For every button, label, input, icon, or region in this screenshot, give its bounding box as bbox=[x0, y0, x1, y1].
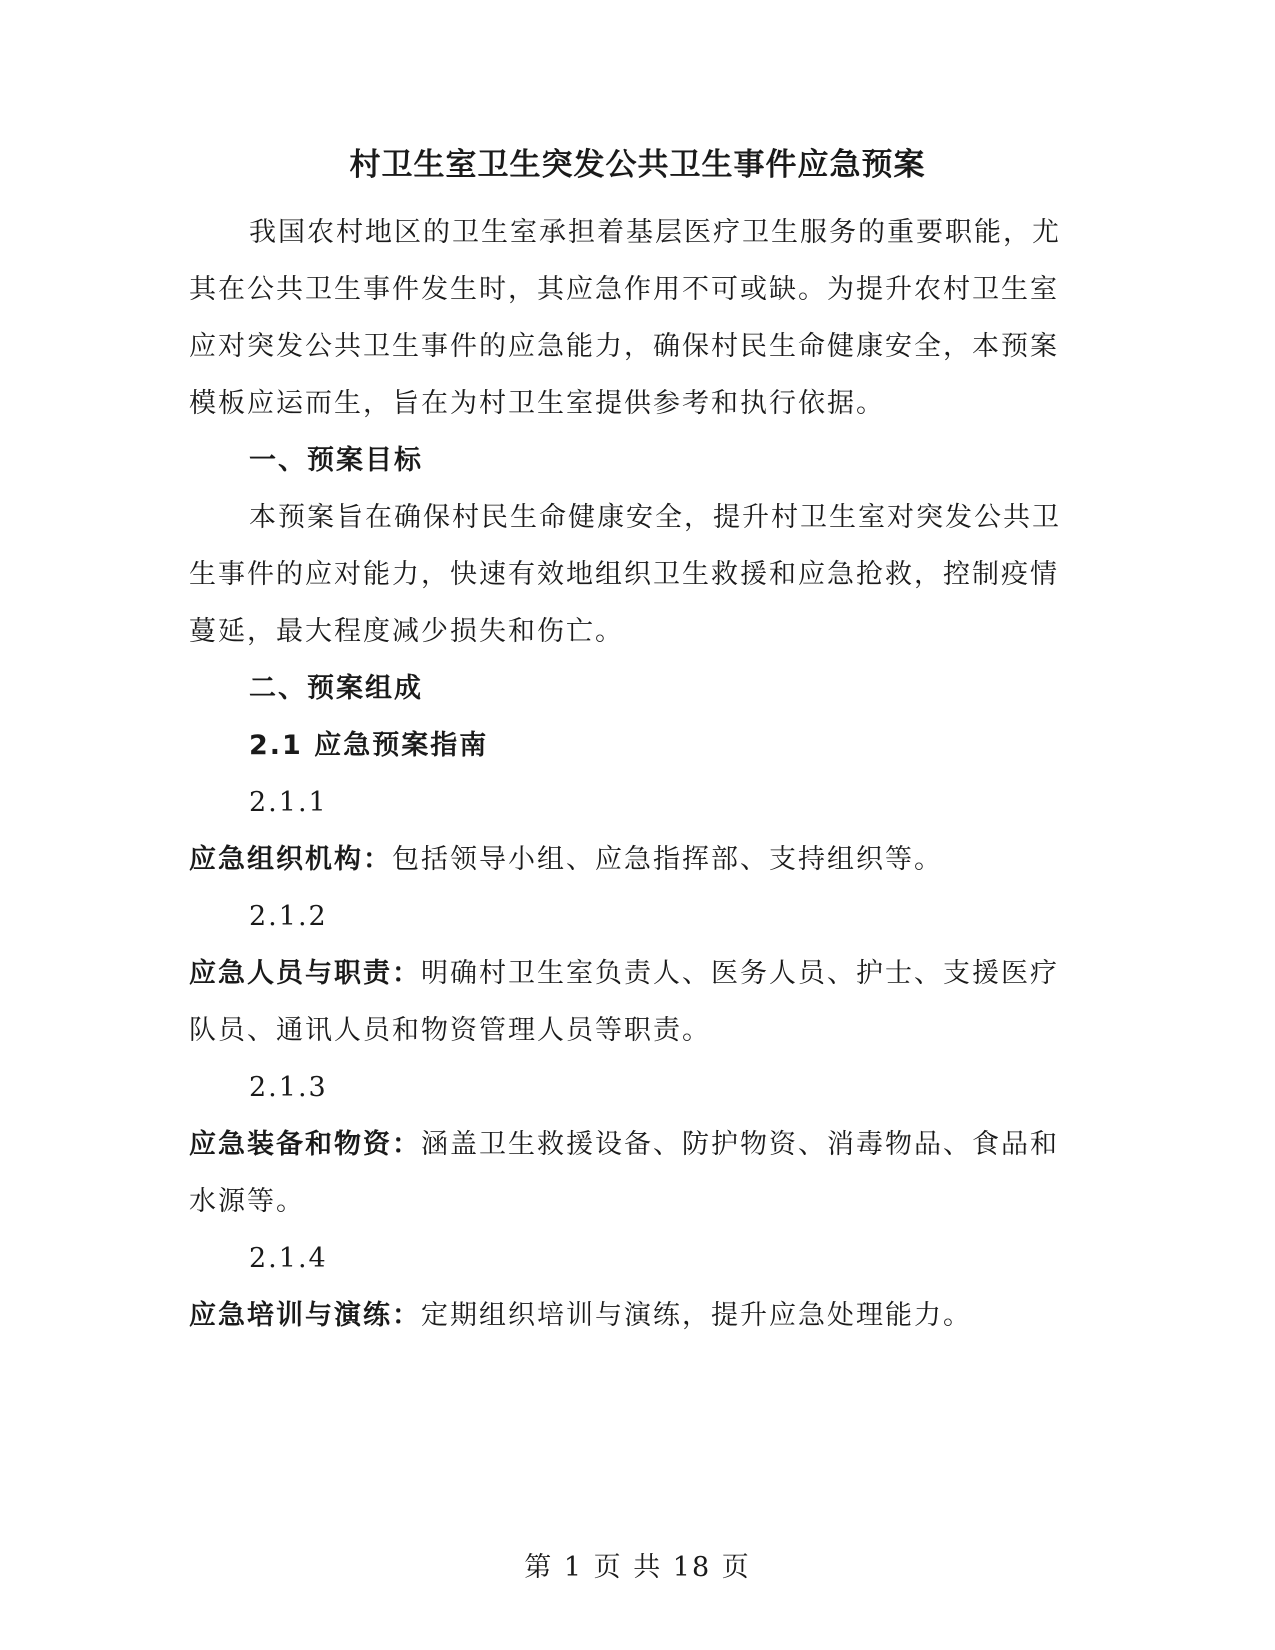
item-label: 应急人员与职责： bbox=[189, 958, 421, 989]
item-number: 2.1.1 bbox=[249, 787, 328, 818]
section-1-paragraph: 本预案旨在确保村民生命健康安全，提升村卫生室对突发公共卫生事件的应对能力，快速有效地组织卫生救援和应急抢救，控制疫情蔓延，最大程度减少损失和伤亡。 bbox=[189, 502, 1061, 647]
item-number: 2.1.3 bbox=[249, 1072, 328, 1103]
item-number: 2.1.4 bbox=[249, 1243, 328, 1274]
item-text: 定期组织培训与演练，提升应急处理能力。 bbox=[421, 1300, 972, 1331]
item-description bbox=[189, 1287, 1061, 1344]
item-description bbox=[189, 945, 1061, 1059]
section-2-heading: 二、预案组成 bbox=[249, 673, 423, 704]
section-2-1-heading: 2.1 应急预案指南 bbox=[249, 730, 489, 761]
item-label: 应急组织机构： bbox=[189, 844, 392, 875]
section-1-heading: 一、预案目标 bbox=[249, 445, 423, 476]
item-text: 明确村卫生室负责人、医务人员、护士、支援医疗队员、通讯人员和物资管理人员等职责。 bbox=[189, 958, 1059, 1046]
page-footer: 第 1 页 共 18 页 bbox=[524, 1552, 751, 1583]
intro-paragraph: 我国农村地区的卫生室承担着基层医疗卫生服务的重要职能，尤其在公共卫生事件发生时，其应急作用不可或缺。为提升农村卫生室应对突发公共卫生事件的应急能力，确保村民生命健康安全，本预案模板应运而生，旨在为村卫生室提供参考和执行依据。 bbox=[189, 217, 1061, 419]
item-description bbox=[189, 831, 1061, 888]
item-text: 涵盖卫生救援设备、防护物资、消毒物品、食品和水源等。 bbox=[189, 1129, 1059, 1217]
item-description bbox=[189, 1116, 1061, 1230]
item-text: 包括领导小组、应急指挥部、支持组织等。 bbox=[392, 844, 943, 875]
item-label: 应急培训与演练： bbox=[189, 1300, 421, 1331]
item-label: 应急装备和物资： bbox=[189, 1129, 421, 1160]
item-number: 2.1.2 bbox=[249, 901, 328, 932]
document-title: 村卫生室卫生突发公共卫生事件应急预案 bbox=[349, 147, 926, 183]
